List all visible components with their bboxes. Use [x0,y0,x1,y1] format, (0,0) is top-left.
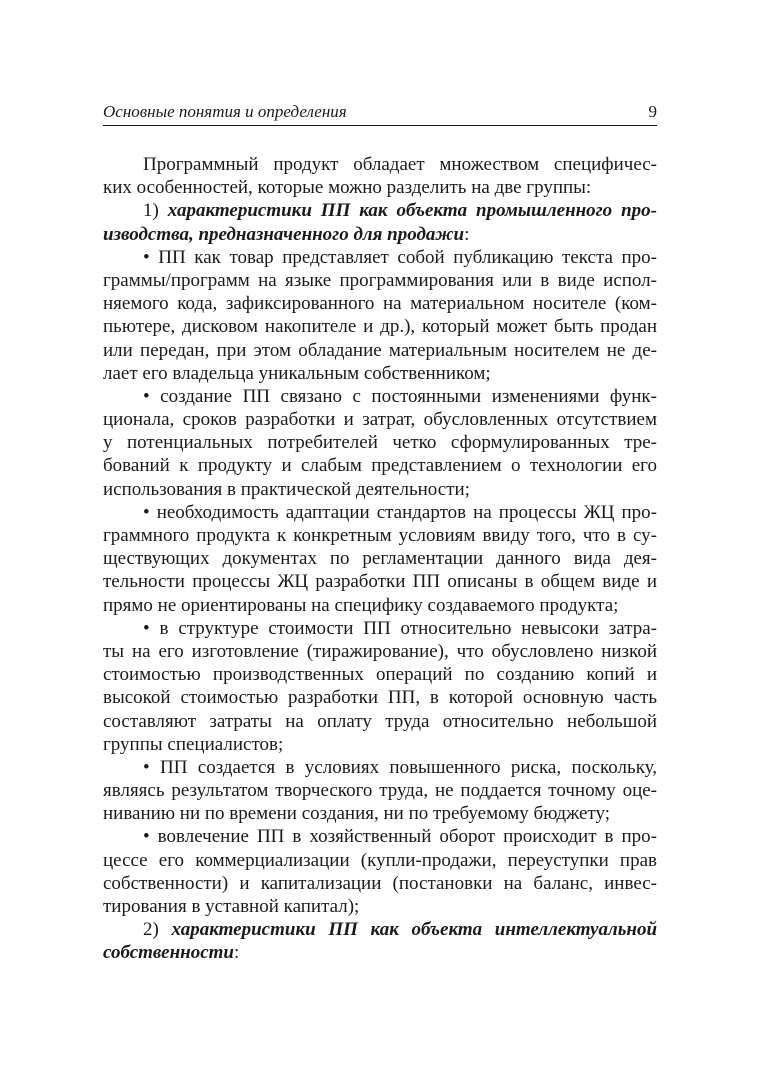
text-run: у потенциальных потребителей четко сформулированных тре- [103,432,657,454]
text-line [103,733,657,756]
emphasis-text: собственности [103,942,234,964]
text-line [103,153,657,176]
paragraph [103,153,657,199]
text-run: тирования в уставной капитал); [103,896,360,917]
paragraph [103,501,657,617]
text-line [103,941,657,964]
text-run: 2) [143,919,172,941]
text-run: собственности) и капитализации (постановки на баланс, инвес- [103,872,657,894]
text-line [103,779,657,802]
text-line [103,663,657,686]
paragraph [103,617,657,756]
text-run: граммного продукта к конкретным условиям ввиду того, что в су- [103,525,657,546]
text-line [103,315,657,338]
text-line [103,454,657,477]
text-run: • создание ПП связано с постоянными изменениями функ- [143,385,657,407]
text-line [103,292,657,315]
text-line [103,524,657,547]
emphasis-text: характеристики ПП как объекта промышленного про- [167,200,657,222]
text-line [103,895,657,918]
header-title: Основные понятия и определения [103,102,347,121]
paragraph [103,199,657,245]
text-run: • ПП создается в условиях повышенного риска, поскольку, [143,756,657,778]
text-run: тельности процессы ЖЦ разработки ПП описаны в общем виде и [103,571,657,593]
text-run: пьютере, дисковом накопителе и др.), который может быть продан [103,316,657,338]
text-run: бований к продукту и слабым представлением о технологии его [103,455,657,477]
text-line [103,918,657,941]
emphasis-text: характеристики ПП как объекта интеллектуальной [171,919,657,941]
text-run: ниванию ни по времени создания, ни по требуемому бюджету; [103,803,610,825]
text-run: : [464,223,470,245]
text-run: стоимостью производственных операций по созданию копий и [103,664,657,686]
text-run: прямо не ориентированы на специфику создаваемого продукта; [103,594,619,616]
text-run: няемого кода, зафиксированного на материальном носителе (ком- [103,293,657,315]
text-line [103,710,657,733]
text-run: или передан, при этом обладание материальным носителем не де- [103,339,657,361]
text-line [103,431,657,454]
text-run: Программный продукт обладает множеством специфичес- [143,154,657,175]
text-line [103,199,657,222]
text-run: : [233,942,240,964]
running-header [103,100,657,126]
text-run: группы специалистов; [103,733,284,755]
text-line [103,570,657,593]
paragraph [103,246,657,385]
text-run: являясь результатом творческого труда, не поддается точному оце- [103,780,657,802]
text-line [103,802,657,825]
text-run: • ПП как товар представляет собой публикацию текста про- [143,246,657,268]
paragraph [103,385,657,501]
text-line [103,686,657,709]
text-line [103,849,657,872]
text-run: лает его владельца уникальным собственником; [103,362,491,384]
text-run: ществующих документах по регламентации данного вида дея- [103,548,657,570]
text-line [103,825,657,848]
text-run: • в структуре стоимости ПП относительно невысоки затра- [143,617,657,639]
paragraph [103,756,657,826]
text-run: использования в практической деятельности; [103,478,470,500]
text-line [103,617,657,640]
header-rule [103,125,657,126]
text-run: ких особенностей, которые можно разделить на две группы: [103,177,592,199]
text-line [103,362,657,385]
text-run: цессе его коммерциализации (купли-продажи, переуступки прав [103,849,657,871]
text-line [103,246,657,269]
text-line [103,385,657,408]
text-line [103,594,657,617]
text-run: ционала, сроков разработки и затрат, обусловленных отсутствием [103,409,657,431]
text-line [103,640,657,663]
text-run: граммы/программ на языке программирования или в виде испол- [103,269,657,291]
text-line [103,223,657,246]
text-run: • вовлечение ПП в хозяйственный оборот происходит в про- [143,826,657,848]
text-run: высокой стоимостью разработки ПП, в которой основную часть [103,687,657,709]
text-line [103,547,657,570]
paragraph [103,918,657,964]
text-line [103,478,657,501]
emphasis-text: изводства, предназначенного для продажи [103,223,465,245]
text-line [103,756,657,779]
text-line [103,269,657,292]
page-number: 9 [648,102,657,121]
text-line [103,872,657,895]
text-line [103,501,657,524]
text-run: ты на его изготовление (тиражирование), что обусловлено низкой [103,640,657,662]
text-line [103,339,657,362]
text-line [103,176,657,199]
text-run: • необходимость адаптации стандартов на процессы ЖЦ про- [143,501,657,523]
paragraph [103,825,657,918]
text-run: 1) [143,200,168,222]
text-line [103,408,657,431]
body-text [103,153,657,965]
text-run: составляют затраты на оплату труда относительно небольшой [103,710,657,732]
